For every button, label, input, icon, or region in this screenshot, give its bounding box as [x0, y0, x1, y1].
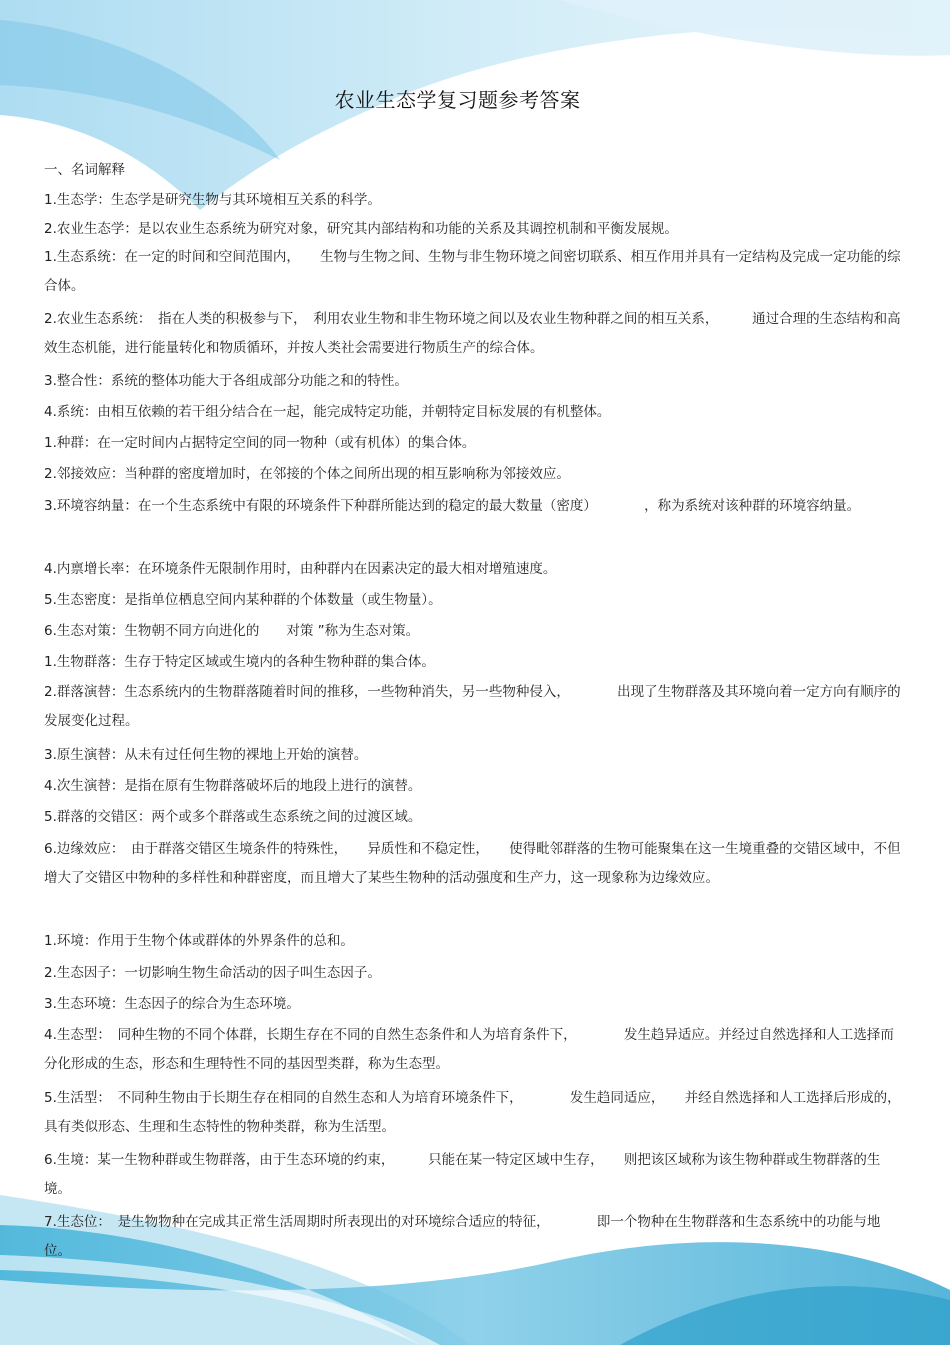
- definition-entry: 3.环境容纳量：在一个生态系统中有限的环境条件下种群所能达到的稳定的最大数量（密度） ，称为系统对该种群的环境容纳量。: [44, 498, 861, 514]
- definition-entry: 4.内禀增长率：在环境条件无限制作用时，由种群内在因素决定的最大相对增殖速度。: [44, 561, 557, 577]
- definition-entry: 1.环境：作用于生物个体或群体的外界条件的总和。: [44, 933, 354, 949]
- definition-entry: 2.农业生态学：是以农业生态系统为研究对象，研究其内部结构和功能的关系及其调控机制和平衡发展规。: [44, 221, 678, 237]
- definition-entry: 3.整合性：系统的整体功能大于各组成部分功能之和的特性。: [44, 373, 408, 389]
- page-title: 农业生态学复习题参考答案: [334, 88, 581, 112]
- definition-entry: 5.生活型： 不同种生物由于长期生存在相同的自然生态和人为培育环境条件下， 发生趋同适应， 并经自然选择和人工选择后形成的，具有类似形态、生理和生态特性的物种类群，称为生活型。: [44, 1090, 901, 1135]
- definition-entry: 1.生态系统：在一定的时间和空间范围内， 生物与生物之间、生物与非生物环境之间密切联系、相互作用并具有一定结构及完成一定功能的综合体。: [44, 249, 901, 294]
- definition-entry: 7.生态位： 是生物物种在完成其正常生活周期时所表现出的对环境综合适应的特征， 即一个物种在生物群落和生态系统中的功能与地位。: [44, 1214, 881, 1259]
- definition-entry: 1.生物群落：生存于特定区域或生境内的各种生物种群的集合体。: [44, 654, 435, 670]
- definition-entry: 2.生态因子：一切影响生物生命活动的因子叫生态因子。: [44, 965, 381, 981]
- definition-entry: 6.生境：某一生物种群或生物群落，由于生态环境的约束， 只能在某一特定区域中生存， 则把该区域称为该生物种群或生物群落的生境。: [44, 1152, 881, 1197]
- definition-entry: 3.生态环境：生态因子的综合为生态环境。: [44, 996, 300, 1012]
- definition-entry: 2.群落演替：生态系统内的生物群落随着时间的推移，一些物种消失，另一些物种侵入， 出现了生物群落及其环境向着一定方向有顺序的发展变化过程。: [44, 684, 901, 729]
- definition-entry: 5.生态密度：是指单位栖息空间内某种群的个体数量（或生物量）。: [44, 592, 442, 608]
- definition-entry: 5.群落的交错区：两个或多个群落或生态系统之间的过渡区域。: [44, 809, 422, 825]
- section-heading: 一、名词解释: [44, 162, 125, 178]
- definition-entry: 6.生态对策：生物朝不同方向进化的 对策 ”称为生态对策。: [44, 623, 420, 639]
- definition-entry: 6.边缘效应： 由于群落交错区生境条件的特殊性， 异质性和不稳定性， 使得毗邻群落的生物可能聚集在这一生境重叠的交错区域中，不但增大了交错区中物种的多样性和种群密度，而且增大了某些生物种的活动强度和生产力，这一现象称为边缘效应。: [44, 841, 901, 886]
- definition-entry: 1.种群：在一定时间内占据特定空间的同一物种（或有机体）的集合体。: [44, 435, 476, 451]
- definition-entry: 2.农业生态系统： 指在人类的积极参与下， 利用农业生物和非生物环境之间以及农业生物种群之间的相互关系， 通过合理的生态结构和高效生态机能，进行能量转化和物质循环，并按人类社会需要进行物质生产的综合体。: [44, 311, 901, 356]
- definition-entry: 2.邻接效应：当种群的密度增加时，在邻接的个体之间所出现的相互影响称为邻接效应。: [44, 466, 570, 482]
- definition-entry: 4.生态型： 同种生物的不同个体群，长期生存在不同的自然生态条件和人为培育条件下， 发生趋异适应。并经过自然选择和人工选择而分化形成的生态，形态和生理特性不同的基因型类群，称为生态型。: [44, 1027, 894, 1072]
- definition-entry: 1.生态学：生态学是研究生物与其环境相互关系的科学。: [44, 192, 381, 208]
- definition-entry: 4.次生演替：是指在原有生物群落破坏后的地段上进行的演替。: [44, 778, 422, 794]
- definition-entry: 4.系统：由相互依赖的若干组分结合在一起，能完成特定功能，并朝特定目标发展的有机整体。: [44, 404, 611, 420]
- definition-entry: 3.原生演替：从未有过任何生物的裸地上开始的演替。: [44, 747, 368, 763]
